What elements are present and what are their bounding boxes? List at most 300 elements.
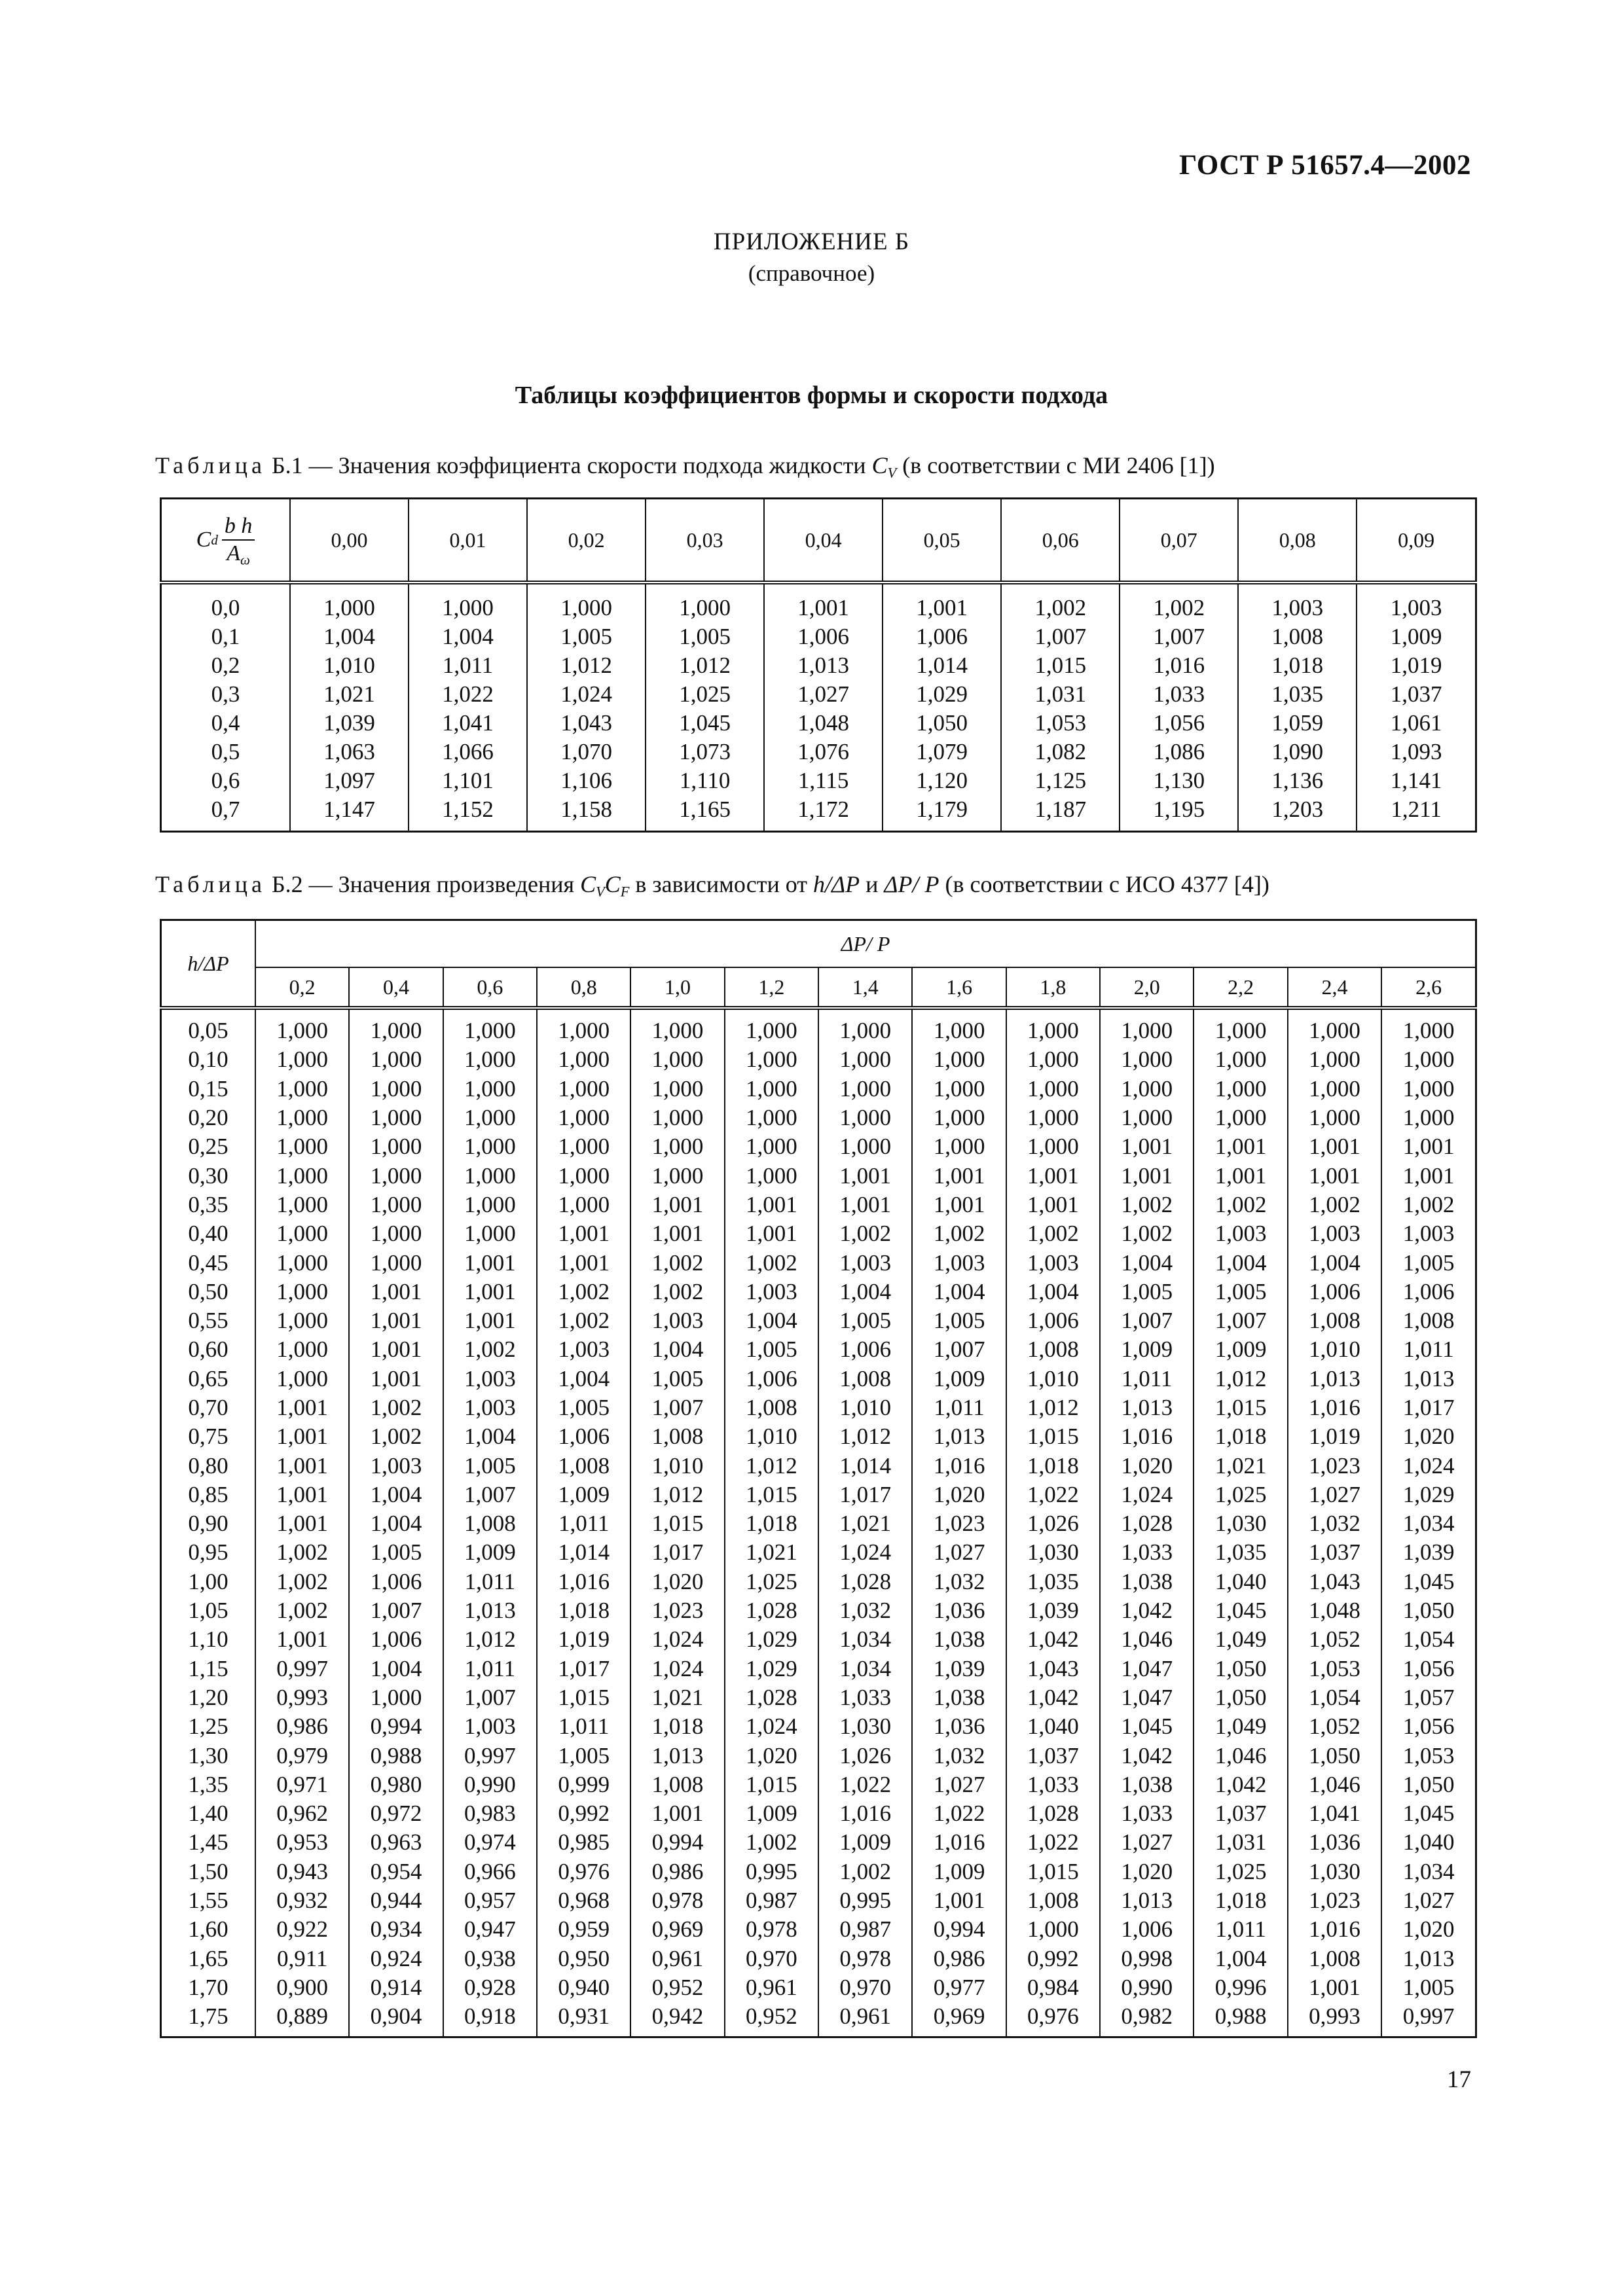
value-cell: 1,086: [1120, 738, 1238, 766]
table2-col-header: 2,2: [1194, 967, 1287, 1008]
value-cell: 1,026: [1006, 1509, 1100, 1538]
value-cell: 1,000: [255, 1219, 349, 1248]
table1-col-header: 0,03: [646, 499, 764, 583]
value-cell: 1,032: [1288, 1509, 1381, 1538]
table2-body: [161, 1008, 1476, 2037]
table-row: [161, 1799, 1476, 1828]
value-cell: 1,024: [818, 1538, 912, 1567]
section-title: Таблицы коэффициентов формы и скорости подхода: [515, 382, 1108, 409]
value-cell: 1,015: [1006, 1422, 1100, 1451]
value-cell: 1,040: [1194, 1568, 1287, 1596]
row-label-cell: 1,05: [188, 1598, 228, 1624]
table2-col-header: 1,6: [912, 967, 1006, 1008]
table2-col-header: 0,8: [537, 967, 630, 1008]
value-cell: 1,007: [630, 1393, 724, 1422]
value-cell: 1,001: [1006, 1161, 1100, 1190]
value-cell: 1,007: [1120, 622, 1238, 651]
value-cell: 0,947: [443, 1915, 537, 1944]
value-cell: 1,005: [443, 1451, 537, 1480]
value-cell: 1,006: [349, 1625, 443, 1654]
value-cell: 1,000: [255, 1365, 349, 1393]
value-cell: 1,000: [443, 1161, 537, 1190]
table1-corner-formula: C d $\frac{\text{b h}}{A_\omega}$: [161, 499, 291, 583]
value-cell: 0,990: [443, 1770, 537, 1799]
value-cell: 1,052: [1288, 1712, 1381, 1741]
value-cell: 1,053: [1001, 709, 1120, 738]
value-cell: 1,000: [1194, 1008, 1287, 1045]
value-cell: 0,997: [255, 1655, 349, 1683]
value-cell: 0,987: [725, 1886, 818, 1915]
value-cell: 1,007: [1100, 1306, 1194, 1335]
row-label-cell: 0,65: [188, 1365, 228, 1391]
value-cell: 1,049: [1194, 1625, 1287, 1654]
value-cell: 1,000: [255, 1191, 349, 1219]
value-cell: 1,006: [1100, 1915, 1194, 1944]
value-cell: 1,023: [1288, 1451, 1381, 1480]
value-cell: 1,002: [255, 1568, 349, 1596]
value-cell: 0,985: [537, 1828, 630, 1857]
value-cell: 1,006: [764, 622, 883, 651]
value-cell: 1,000: [725, 1045, 818, 1074]
value-cell: 1,012: [818, 1422, 912, 1451]
value-cell: 0,982: [1100, 2002, 1194, 2037]
value-cell: 1,000: [537, 1045, 630, 1074]
table1-body: [161, 583, 1476, 832]
value-cell: 1,027: [912, 1770, 1006, 1799]
row-label-cell: 0,80: [188, 1452, 228, 1479]
table-row: [161, 1973, 1476, 2002]
value-cell: 1,000: [255, 1103, 349, 1132]
value-cell: 1,000: [630, 1075, 724, 1103]
value-cell: 1,001: [537, 1248, 630, 1277]
value-cell: 1,000: [1006, 1075, 1100, 1103]
value-cell: 1,005: [349, 1538, 443, 1567]
value-cell: 1,009: [1194, 1335, 1287, 1364]
table1-caption-tail: (в соответствии с МИ 2406 [1]): [902, 452, 1215, 478]
value-cell: 1,000: [537, 1103, 630, 1132]
value-cell: 1,008: [630, 1422, 724, 1451]
value-cell: 1,073: [646, 738, 764, 766]
table2-caption-number: Б.2 —: [271, 871, 333, 897]
value-cell: 1,000: [1381, 1008, 1476, 1045]
value-cell: 1,000: [630, 1008, 724, 1045]
value-cell: 1,010: [818, 1393, 912, 1422]
value-cell: 1,000: [1006, 1132, 1100, 1161]
value-cell: 1,008: [1006, 1886, 1100, 1915]
value-cell: 1,004: [409, 622, 527, 651]
value-cell: 1,000: [537, 1008, 630, 1045]
value-cell: 1,017: [537, 1655, 630, 1683]
table-row: [161, 795, 1476, 832]
value-cell: 1,048: [764, 709, 883, 738]
value-cell: 1,002: [818, 1857, 912, 1886]
value-cell: 1,106: [527, 766, 646, 795]
value-cell: 1,000: [443, 1132, 537, 1161]
value-cell: 1,000: [443, 1219, 537, 1248]
table1-col-header: 0,06: [1001, 499, 1120, 583]
table2-col-header: 2,0: [1100, 967, 1194, 1008]
value-cell: 0,980: [349, 1770, 443, 1799]
table2-caption: [155, 870, 1269, 898]
value-cell: 0,992: [537, 1799, 630, 1828]
value-cell: 0,988: [1194, 2002, 1287, 2037]
table1-header-row: [161, 499, 1476, 583]
value-cell: 1,006: [349, 1568, 443, 1596]
value-cell: 1,035: [1238, 680, 1357, 709]
value-cell: 1,001: [912, 1191, 1006, 1219]
value-cell: 1,000: [1100, 1103, 1194, 1132]
value-cell: 1,001: [818, 1161, 912, 1190]
row-label-cell: 0,40: [188, 1221, 228, 1247]
value-cell: 1,025: [725, 1568, 818, 1596]
value-cell: 1,006: [1288, 1278, 1381, 1306]
row-label-cell: 0,60: [188, 1336, 228, 1363]
value-cell: 1,005: [912, 1306, 1006, 1335]
value-cell: 1,027: [1381, 1886, 1476, 1915]
value-cell: 1,037: [1006, 1741, 1100, 1770]
value-cell: 1,023: [630, 1596, 724, 1625]
value-cell: 1,040: [1381, 1828, 1476, 1857]
value-cell: 1,016: [537, 1568, 630, 1596]
value-cell: 1,020: [630, 1568, 724, 1596]
value-cell: 1,203: [1238, 795, 1357, 832]
value-cell: 0,938: [443, 1945, 537, 1973]
row-label-cell: 0,5: [211, 739, 240, 764]
value-cell: 1,004: [1100, 1248, 1194, 1277]
table-row: [161, 1075, 1476, 1103]
value-cell: 1,002: [1194, 1191, 1287, 1219]
value-cell: 1,004: [443, 1422, 537, 1451]
table1-col-header: 0,04: [764, 499, 883, 583]
value-cell: 1,020: [1100, 1451, 1194, 1480]
row-label-cell: 0,2: [211, 653, 240, 678]
value-cell: 1,045: [1381, 1799, 1476, 1828]
value-cell: 1,001: [1194, 1161, 1287, 1190]
table2-caption-ratio1: h/ΔP: [813, 871, 860, 897]
value-cell: 1,000: [1100, 1075, 1194, 1103]
value-cell: 0,995: [725, 1857, 818, 1886]
value-cell: 1,005: [1100, 1278, 1194, 1306]
value-cell: 1,002: [1381, 1191, 1476, 1219]
row-label-cell: 0,3: [211, 681, 240, 707]
value-cell: 1,014: [883, 651, 1001, 680]
value-cell: 1,000: [818, 1075, 912, 1103]
value-cell: 1,004: [290, 622, 409, 651]
value-cell: 0,966: [443, 1857, 537, 1886]
value-cell: 1,006: [1006, 1306, 1100, 1335]
value-cell: 0,986: [912, 1945, 1006, 1973]
value-cell: 1,147: [290, 795, 409, 832]
row-label-cell: 0,30: [188, 1162, 228, 1189]
value-cell: 1,021: [290, 680, 409, 709]
value-cell: 1,003: [912, 1248, 1006, 1277]
table1-col-header: 0,01: [409, 499, 527, 583]
value-cell: 1,002: [1001, 583, 1120, 622]
table1-col-header: 0,02: [527, 499, 646, 583]
value-cell: 1,008: [725, 1393, 818, 1422]
value-cell: 1,020: [1381, 1422, 1476, 1451]
value-cell: 1,034: [1381, 1509, 1476, 1538]
value-cell: 1,041: [1288, 1799, 1381, 1828]
value-cell: 1,000: [1194, 1075, 1287, 1103]
value-cell: 1,001: [630, 1191, 724, 1219]
value-cell: 1,054: [1381, 1625, 1476, 1654]
value-cell: 1,034: [1381, 1857, 1476, 1886]
value-cell: 1,004: [349, 1509, 443, 1538]
value-cell: 1,037: [1357, 680, 1476, 709]
row-label-cell: 1,60: [188, 1916, 228, 1943]
table2-caption-ratio2: ΔP/ P: [884, 871, 939, 897]
value-cell: 1,033: [1100, 1799, 1194, 1828]
value-cell: 1,042: [1100, 1741, 1194, 1770]
value-cell: 1,002: [818, 1219, 912, 1248]
value-cell: 0,993: [255, 1683, 349, 1712]
value-cell: 1,009: [1357, 622, 1476, 651]
value-cell: 1,008: [1288, 1945, 1381, 1973]
row-label-cell: 0,55: [188, 1308, 228, 1334]
value-cell: 1,039: [1381, 1538, 1476, 1567]
value-cell: 1,027: [1100, 1828, 1194, 1857]
row-label-cell: 0,45: [188, 1249, 228, 1276]
value-cell: 1,016: [1288, 1393, 1381, 1422]
value-cell: 1,027: [1288, 1480, 1381, 1509]
value-cell: 1,005: [1194, 1278, 1287, 1306]
table-row: [161, 1045, 1476, 1074]
value-cell: 1,009: [443, 1538, 537, 1567]
table-row: [161, 1335, 1476, 1364]
table-row: [161, 1278, 1476, 1306]
value-cell: 1,006: [883, 622, 1001, 651]
value-cell: 0,972: [349, 1799, 443, 1828]
value-cell: 1,000: [630, 1132, 724, 1161]
value-cell: 1,007: [1194, 1306, 1287, 1335]
table-row: [161, 1008, 1476, 1045]
value-cell: 1,040: [1006, 1712, 1100, 1741]
value-cell: 1,039: [1006, 1596, 1100, 1625]
value-cell: 1,006: [537, 1422, 630, 1451]
value-cell: 1,001: [764, 583, 883, 622]
table-row: [161, 1132, 1476, 1161]
value-cell: 1,019: [1288, 1422, 1381, 1451]
value-cell: 0,952: [630, 1973, 724, 2002]
value-cell: 1,000: [1288, 1075, 1381, 1103]
value-cell: 1,009: [912, 1365, 1006, 1393]
row-label-cell: 0,7: [211, 797, 240, 822]
table-row: [161, 1248, 1476, 1277]
value-cell: 1,003: [349, 1451, 443, 1480]
value-cell: 1,008: [443, 1509, 537, 1538]
value-cell: 0,970: [818, 1973, 912, 2002]
value-cell: 1,079: [883, 738, 1001, 766]
value-cell: 1,000: [1100, 1045, 1194, 1074]
value-cell: 1,001: [255, 1393, 349, 1422]
value-cell: 1,012: [527, 651, 646, 680]
value-cell: 1,045: [1100, 1712, 1194, 1741]
appendix-title: ПРИЛОЖЕНИЕ Б: [713, 228, 910, 255]
value-cell: 1,000: [1194, 1045, 1287, 1074]
value-cell: 1,000: [290, 583, 409, 622]
value-cell: 1,008: [1288, 1306, 1381, 1335]
value-cell: 1,002: [1120, 583, 1238, 622]
value-cell: 1,012: [443, 1625, 537, 1654]
value-cell: 1,001: [443, 1306, 537, 1335]
value-cell: 0,969: [630, 1915, 724, 1944]
table1-col-header: 0,07: [1120, 499, 1238, 583]
value-cell: 1,002: [537, 1306, 630, 1335]
value-cell: 1,001: [1194, 1132, 1287, 1161]
value-cell: 0,931: [537, 2002, 630, 2037]
value-cell: 1,000: [255, 1132, 349, 1161]
table2-col-header: 0,4: [349, 967, 443, 1008]
value-cell: 1,000: [349, 1161, 443, 1190]
value-cell: 1,024: [527, 680, 646, 709]
value-cell: 1,011: [912, 1393, 1006, 1422]
table2-col-header: 1,0: [630, 967, 724, 1008]
value-cell: 0,978: [725, 1915, 818, 1944]
value-cell: 1,015: [1194, 1393, 1287, 1422]
value-cell: 0,978: [818, 1945, 912, 1973]
value-cell: 1,010: [1006, 1365, 1100, 1393]
value-cell: 1,002: [725, 1248, 818, 1277]
value-cell: 1,001: [537, 1219, 630, 1248]
value-cell: 1,037: [1194, 1799, 1287, 1828]
value-cell: 1,093: [1357, 738, 1476, 766]
value-cell: 0,961: [818, 2002, 912, 2037]
value-cell: 1,001: [912, 1886, 1006, 1915]
value-cell: 1,035: [1006, 1568, 1100, 1596]
value-cell: 1,053: [1381, 1741, 1476, 1770]
value-cell: 1,008: [1238, 622, 1357, 651]
value-cell: 1,033: [1120, 680, 1238, 709]
value-cell: 1,007: [443, 1683, 537, 1712]
value-cell: 0,928: [443, 1973, 537, 2002]
value-cell: 1,016: [818, 1799, 912, 1828]
value-cell: 1,000: [912, 1132, 1006, 1161]
value-cell: 1,056: [1381, 1655, 1476, 1683]
value-cell: 1,023: [1288, 1886, 1381, 1915]
value-cell: 1,015: [630, 1509, 724, 1538]
value-cell: 1,003: [1357, 583, 1476, 622]
value-cell: 1,004: [1288, 1248, 1381, 1277]
value-cell: 1,034: [818, 1625, 912, 1654]
value-cell: 1,000: [1288, 1045, 1381, 1074]
value-cell: 0,900: [255, 1973, 349, 2002]
value-cell: 0,968: [537, 1886, 630, 1915]
value-cell: 1,120: [883, 766, 1001, 795]
value-cell: 1,000: [1006, 1103, 1100, 1132]
value-cell: 0,889: [255, 2002, 349, 2037]
row-label-cell: 1,30: [188, 1742, 228, 1768]
value-cell: 1,016: [1288, 1915, 1381, 1944]
value-cell: 1,211: [1357, 795, 1476, 832]
value-cell: 1,042: [1006, 1625, 1100, 1654]
row-label-cell: 0,85: [188, 1481, 228, 1507]
value-cell: 1,053: [1288, 1655, 1381, 1683]
value-cell: 1,012: [725, 1451, 818, 1480]
value-cell: 1,059: [1238, 709, 1357, 738]
value-cell: 1,038: [1100, 1568, 1194, 1596]
value-cell: 1,000: [725, 1103, 818, 1132]
table-row: [161, 1161, 1476, 1190]
value-cell: 1,000: [818, 1103, 912, 1132]
value-cell: 0,970: [725, 1945, 818, 1973]
value-cell: 0,969: [912, 2002, 1006, 2037]
value-cell: 1,047: [1100, 1683, 1194, 1712]
table2-col-header: 0,6: [443, 967, 537, 1008]
value-cell: 0,954: [349, 1857, 443, 1886]
value-cell: 1,066: [409, 738, 527, 766]
table2-caption-and: и: [866, 871, 879, 897]
value-cell: 1,005: [818, 1306, 912, 1335]
table1-col-header: 0,05: [883, 499, 1001, 583]
value-cell: 1,030: [1288, 1857, 1381, 1886]
value-cell: 1,015: [725, 1770, 818, 1799]
value-cell: 1,002: [349, 1393, 443, 1422]
value-cell: 1,000: [255, 1075, 349, 1103]
value-cell: 0,999: [537, 1770, 630, 1799]
table-row: [161, 2002, 1476, 2037]
value-cell: 0,986: [630, 1857, 724, 1886]
value-cell: 1,024: [1100, 1480, 1194, 1509]
table2-caption-symbol: $C_VC_F$: [580, 871, 630, 900]
value-cell: 1,001: [255, 1480, 349, 1509]
table-row: [161, 1393, 1476, 1422]
value-cell: 0,932: [255, 1886, 349, 1915]
value-cell: 1,007: [349, 1596, 443, 1625]
value-cell: 1,013: [443, 1596, 537, 1625]
value-cell: 1,001: [1381, 1132, 1476, 1161]
value-cell: 1,017: [818, 1480, 912, 1509]
row-label-cell: 0,4: [211, 710, 240, 736]
value-cell: 1,030: [818, 1712, 912, 1741]
value-cell: 1,195: [1120, 795, 1238, 832]
appendix-subtitle: (справочное): [748, 260, 875, 286]
value-cell: 1,001: [255, 1422, 349, 1451]
value-cell: 1,015: [537, 1683, 630, 1712]
table-row: [161, 1596, 1476, 1625]
value-cell: 1,013: [1381, 1945, 1476, 1973]
value-cell: 1,039: [290, 709, 409, 738]
value-cell: 1,005: [527, 622, 646, 651]
value-cell: 0,993: [1288, 2002, 1381, 2037]
table-row: [161, 1886, 1476, 1915]
value-cell: 1,000: [1100, 1008, 1194, 1045]
value-cell: 1,000: [349, 1219, 443, 1248]
value-cell: 1,011: [537, 1509, 630, 1538]
table2-caption-mid: в зависимости от: [635, 871, 808, 897]
value-cell: 1,003: [818, 1248, 912, 1277]
value-cell: 1,001: [912, 1161, 1006, 1190]
value-cell: 0,986: [255, 1712, 349, 1741]
value-cell: 1,024: [630, 1655, 724, 1683]
value-cell: 1,028: [725, 1596, 818, 1625]
value-cell: 0,976: [537, 1857, 630, 1886]
value-cell: 1,000: [349, 1045, 443, 1074]
table-row: [161, 1480, 1476, 1509]
value-cell: 1,007: [443, 1480, 537, 1509]
document-code: ГОСТ Р 51657.4—2002: [1178, 150, 1471, 181]
value-cell: 0,994: [630, 1828, 724, 1857]
value-cell: 1,004: [818, 1278, 912, 1306]
value-cell: 1,008: [630, 1770, 724, 1799]
row-label-cell: 1,35: [188, 1771, 228, 1797]
table1: [160, 497, 1477, 833]
table1-caption-text: Значения коэффициента скорости подхода жидкости: [338, 452, 866, 478]
value-cell: 1,042: [1194, 1770, 1287, 1799]
value-cell: 1,011: [1194, 1915, 1287, 1944]
value-cell: 0,971: [255, 1770, 349, 1799]
value-cell: 1,052: [1288, 1625, 1381, 1654]
